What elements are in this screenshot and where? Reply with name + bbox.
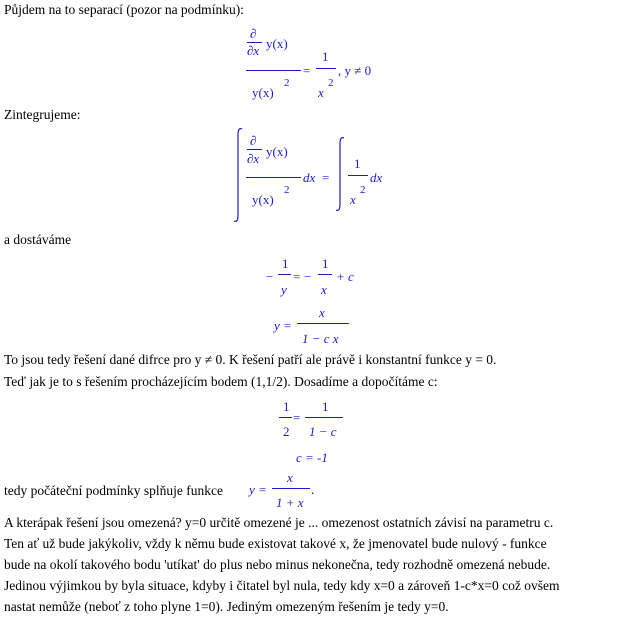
main-fraction-bar — [246, 70, 301, 71]
half-numerator: 1 — [283, 399, 290, 414]
numerator-one: 1 — [322, 49, 329, 64]
c-value: c = -1 — [296, 450, 328, 465]
equals-sign: = — [293, 269, 301, 284]
fraction-bar — [297, 323, 349, 324]
fraction-bar — [305, 417, 343, 418]
partial-symbol: ∂ — [250, 26, 257, 41]
exponent: 2 — [328, 77, 334, 89]
minus-sign: − — [304, 269, 312, 284]
partial-symbol: ∂ — [250, 133, 257, 148]
y-of-x-denominator: y(x) — [252, 85, 274, 100]
solution-denominator: 1 − c x — [302, 331, 339, 346]
period: . — [311, 482, 315, 497]
numerator-one: 1 — [282, 256, 289, 271]
x-denominator: x — [318, 85, 324, 100]
y-of-x-denominator: y(x) — [252, 192, 274, 207]
dx-symbol: dx — [370, 170, 383, 185]
bounded-line: Jedinou výjimkou by byla situace, kdyby i čitatel byl nula, tedy kdy x=0 a zároveň 1-c*x=0 což ovšem — [4, 578, 560, 593]
bounded-line: Ten ať už bude jakýkoliv, vždy k němu bude existovat takové x, že jmenovatel bude nulový - funkce — [4, 536, 547, 551]
fraction-bar — [318, 274, 332, 275]
fraction-bar — [278, 274, 291, 275]
equals-sign: = — [293, 410, 301, 425]
solutions-text: To jsou tedy řešení dané difrce pro y ≠ 0. K řešení patří ale právě i konstantní funkce y = 0. — [4, 352, 497, 367]
obtain-text: a dostáváme — [4, 232, 72, 247]
bounded-line: A kterápak řešení jsou omezená? y=0 určitě omezené je ... omezenost ostatních závisí na parametru c. — [4, 515, 554, 530]
fraction-bar — [348, 175, 368, 176]
denominator: 1 − c — [309, 424, 337, 439]
y-of-x: y(x) — [266, 144, 288, 159]
fraction-bar — [272, 488, 310, 489]
integral-sign — [232, 127, 244, 223]
integrate-text: Zintegrujeme: — [4, 107, 81, 122]
y-equals: y = — [274, 318, 292, 333]
equals-sign: = — [303, 63, 311, 78]
half-denominator: 2 — [283, 424, 290, 439]
bounded-line: bude na okolí takového bodu 'utíkat' do plus nebo minus nekonečna, tedy rozhodně omezená nebude. — [4, 557, 551, 572]
plus-c: + c — [336, 269, 354, 284]
numerator-one: 1 — [322, 256, 329, 271]
fraction-bar — [279, 417, 292, 418]
condition: , y ≠ 0 — [338, 63, 372, 78]
exponent: 2 — [284, 184, 290, 196]
dx-symbol: ∂x — [247, 151, 260, 166]
equals-sign: = — [322, 170, 330, 185]
y-denominator: y — [281, 282, 287, 297]
dx-symbol: ∂x — [247, 43, 260, 58]
dx-symbol: dx — [303, 170, 316, 185]
numerator-one: 1 — [322, 399, 329, 414]
x-numerator: x — [319, 305, 325, 320]
exponent: 2 — [284, 77, 290, 89]
x-numerator: x — [287, 470, 293, 485]
x-denominator: x — [350, 192, 356, 207]
integral-sign — [334, 136, 346, 212]
exponent: 2 — [360, 184, 366, 196]
final-denominator: 1 + x — [276, 495, 304, 510]
fraction-bar — [316, 68, 336, 69]
fraction-bar — [247, 149, 262, 150]
intro-text: Půjdem na to separací (pozor na podmínku): — [4, 2, 244, 17]
point-text: Teď jak je to s řešením procházejícím bodem (1,1/2). Dosadíme a dopočítáme c: — [4, 374, 438, 389]
x-denominator: x — [321, 282, 327, 297]
initial-function-text: tedy počáteční podmínky splňuje funkce — [4, 483, 223, 498]
minus-sign: − — [266, 269, 274, 284]
numerator-one: 1 — [354, 156, 361, 171]
bounded-line: nastat nemůže (neboť z toho plyne 1=0). Jediným omezeným řešením je tedy y=0. — [4, 599, 449, 614]
y-of-x: y(x) — [266, 36, 288, 51]
y-equals: y = — [249, 482, 267, 497]
main-fraction-bar — [246, 177, 301, 178]
